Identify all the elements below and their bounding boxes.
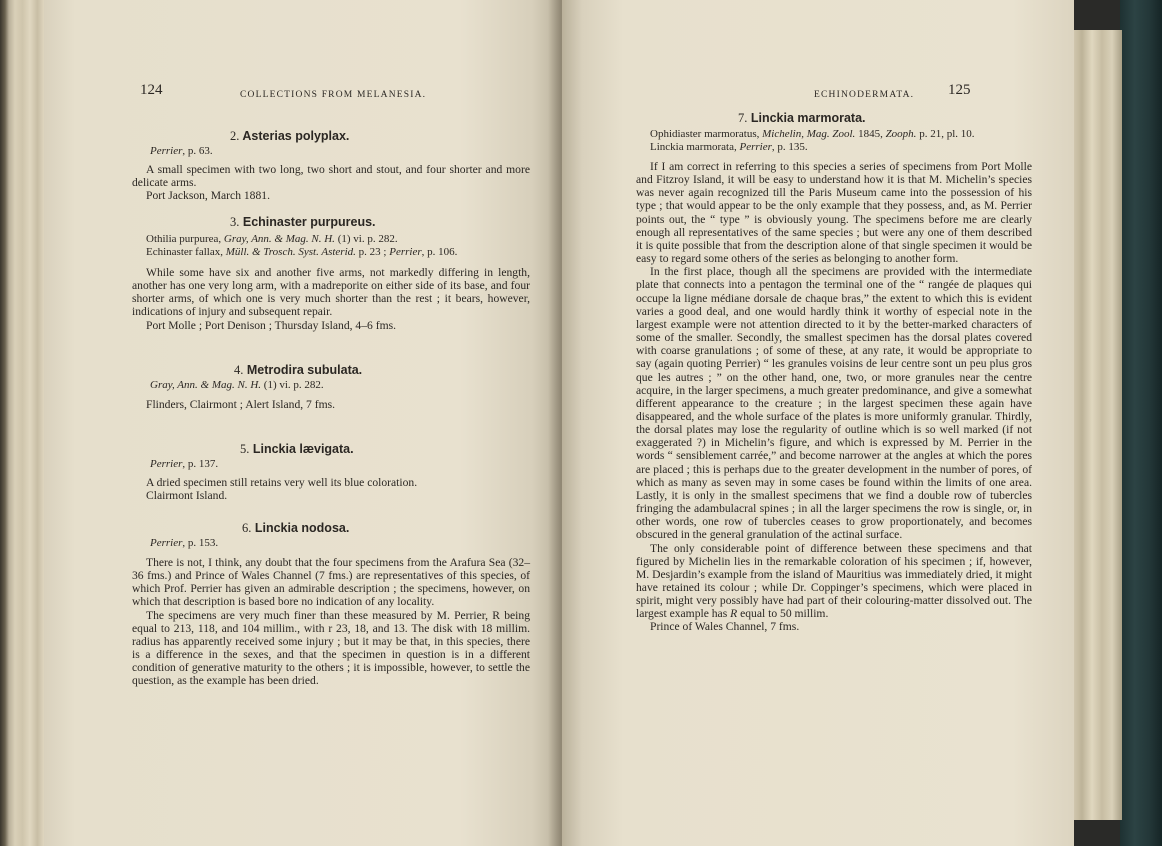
ref-marmorata-1: Ophidiaster marmoratus, Michelin, Mag. Zool. 1845, Zooph. p. 21, pl. 10. [650,128,975,140]
ref-echinaster-1: Othilia purpurea, Gray, Ann. & Mag. N. H. (1) vi. p. 282. [146,233,398,245]
ref-asterias: Perrier, p. 63. [150,145,213,157]
page-number-left: 124 [140,82,163,98]
book-cover-right [1120,0,1162,846]
page-edges-left [0,0,50,846]
text-linckia-marmorata: If I am correct in referring to this species a series of specimens from Port Molle and Fitzroy Island, it will be easy to understand how it is that M. Michelin’s species was never again recognized till the Paris Museum came into the possession of his type ; that would appear to be the only example that they possess, and, as M. Perrier points out, the “ type ” is obviously young. The specimens before me are clearly enough all representatives of the same species ; but were any one of them described it is quite possible that from the description alone of that single specimen it would be easy to regard some others of the series as belonging to another form. In the first place, though all the specimens are provided with the intermediate plate that connects into a pentagon the terminal one of the “ rangée de plaques qui occupe la ligne médiane dorsale de chaque bras,” the extent to which this is evident varies a good deal, and one would hardly think it worthy of especial note in the largest example were not attention directed to it by the better-marked characters of some of the smaller. Secondly, the smallest specimen has the dorsal plates covered with coarse granulations ; of some of these, at any rate, it would be appropriate to say (again quoting Perrier) “ les granules voisins de leur centre sont un peu plus gros que les autres ; ” on the other hand, one, two, or more granules near the centre acquire, in the larger specimens, a much greater predominance, and give a somewhat different appearance to the creature ; in the largest specimen these again have disappeared, and the whole surface of the plates is more uniformly granular. Thirdly, the dorsal plates may lose the regularity of outline which is so well marked (if not exaggerated ?) in Michelin’s figure, and which is expressed by M. Perrier in the words “ sensiblement carrée,” and become narrower at the angles at which the pores are placed ; this is perhaps due to the greater development in the number of pores, of which as many as seven may in some cases be found within the limits of one area. Lastly, it is only in the smallest specimens that we find a double row of tubercles fringing the adambulacral spines ; in all the larger specimens the row is single, or, in other words, one row of tubercles ceases to grow proportionately, and becomes obscured in the general granulation of the actinal surface. The only considerable point of difference between these specimens and that figured by Michelin lies in the remarkable coloration of his specimen ; if, however, M. Desjardin’s example from the island of Mauritius was immediately dried, it might have retained its colour ; while Dr. Coppinger’s specimens, which were placed in spirit, might very possibly have had part of their colouring-matter dissolved out. The largest example has R equal to 50 millim. Prince of Wales Channel, 7 fms. [636,160,1032,634]
text-linckia-nodosa: There is not, I think, any doubt that the four specimens from the Arafura Sea (32–36 fms.) and Prince of Wales Channel (7 fms.) are representatives of this species, of which Prof. Perrier has given an admirable description ; the specimens, however, on which that description is based bore no indication of any locality. The specimens are very much finer than these measured by M. Perrier, R being equal to 213, 118, and 104 millim., with r 23, 18, and 13. The disk with 18 millim. radius has apparently received some injury ; but it may be that, in this species, there is a difference in the sexes, and that the specimen in question is in a different condition of generative maturity to the others ; it is impossible, however, to settle the question, as the example has been dried. [132,556,530,688]
ref-linckia-nodosa: Perrier, p. 153. [150,537,219,549]
text-echinaster: While some have six and another five arms, not markedly differing in length, another has one very long arm, with a madreporite on either side of its base, and four shorter arms, of which one is very much shorter than the rest ; it bears, however, indications of injury and subsequent repair. Port Molle ; Port Denison ; Thursday Island, 4–6 fms. [132,266,530,332]
ref-metrodira: Gray, Ann. & Mag. N. H. (1) vi. p. 282. [150,379,324,391]
ref-linckia-laevigata: Perrier, p. 137. [150,458,219,470]
running-head-right: ECHINODERMATA. [814,90,915,100]
left-page [44,0,564,846]
section-title-5: 5. Linckia lævigata. [240,442,354,456]
section-title-6: 6. Linckia nodosa. [242,521,350,535]
text-asterias: A small specimen with two long, two short and stout, and four shorter and more delicate arms. Port Jackson, March 1881. [132,163,530,203]
section-title-4: 4. Metrodira subulata. [234,363,363,377]
ref-marmorata-2: Linckia marmorata, Perrier, p. 135. [650,141,808,153]
text-metrodira: Flinders, Clairmont ; Alert Island, 7 fms. [146,398,336,411]
text-linckia-laevigata: A dried specimen still retains very well its blue coloration. Clairmont Island. [146,476,418,503]
running-head-left: COLLECTIONS FROM MELANESIA. [240,90,427,100]
right-page [562,0,1074,846]
section-title-3: 3. Echinaster purpureus. [230,215,376,229]
section-title-2: 2. Asterias polyplax. [230,129,350,143]
page-edges-right [1072,30,1122,820]
ref-echinaster-2: Echinaster fallax, Müll. & Trosch. Syst. Asterid. p. 23 ; Perrier, p. 106. [146,246,458,258]
section-title-7: 7. Linckia marmorata. [738,111,866,125]
page-number-right: 125 [948,82,971,98]
